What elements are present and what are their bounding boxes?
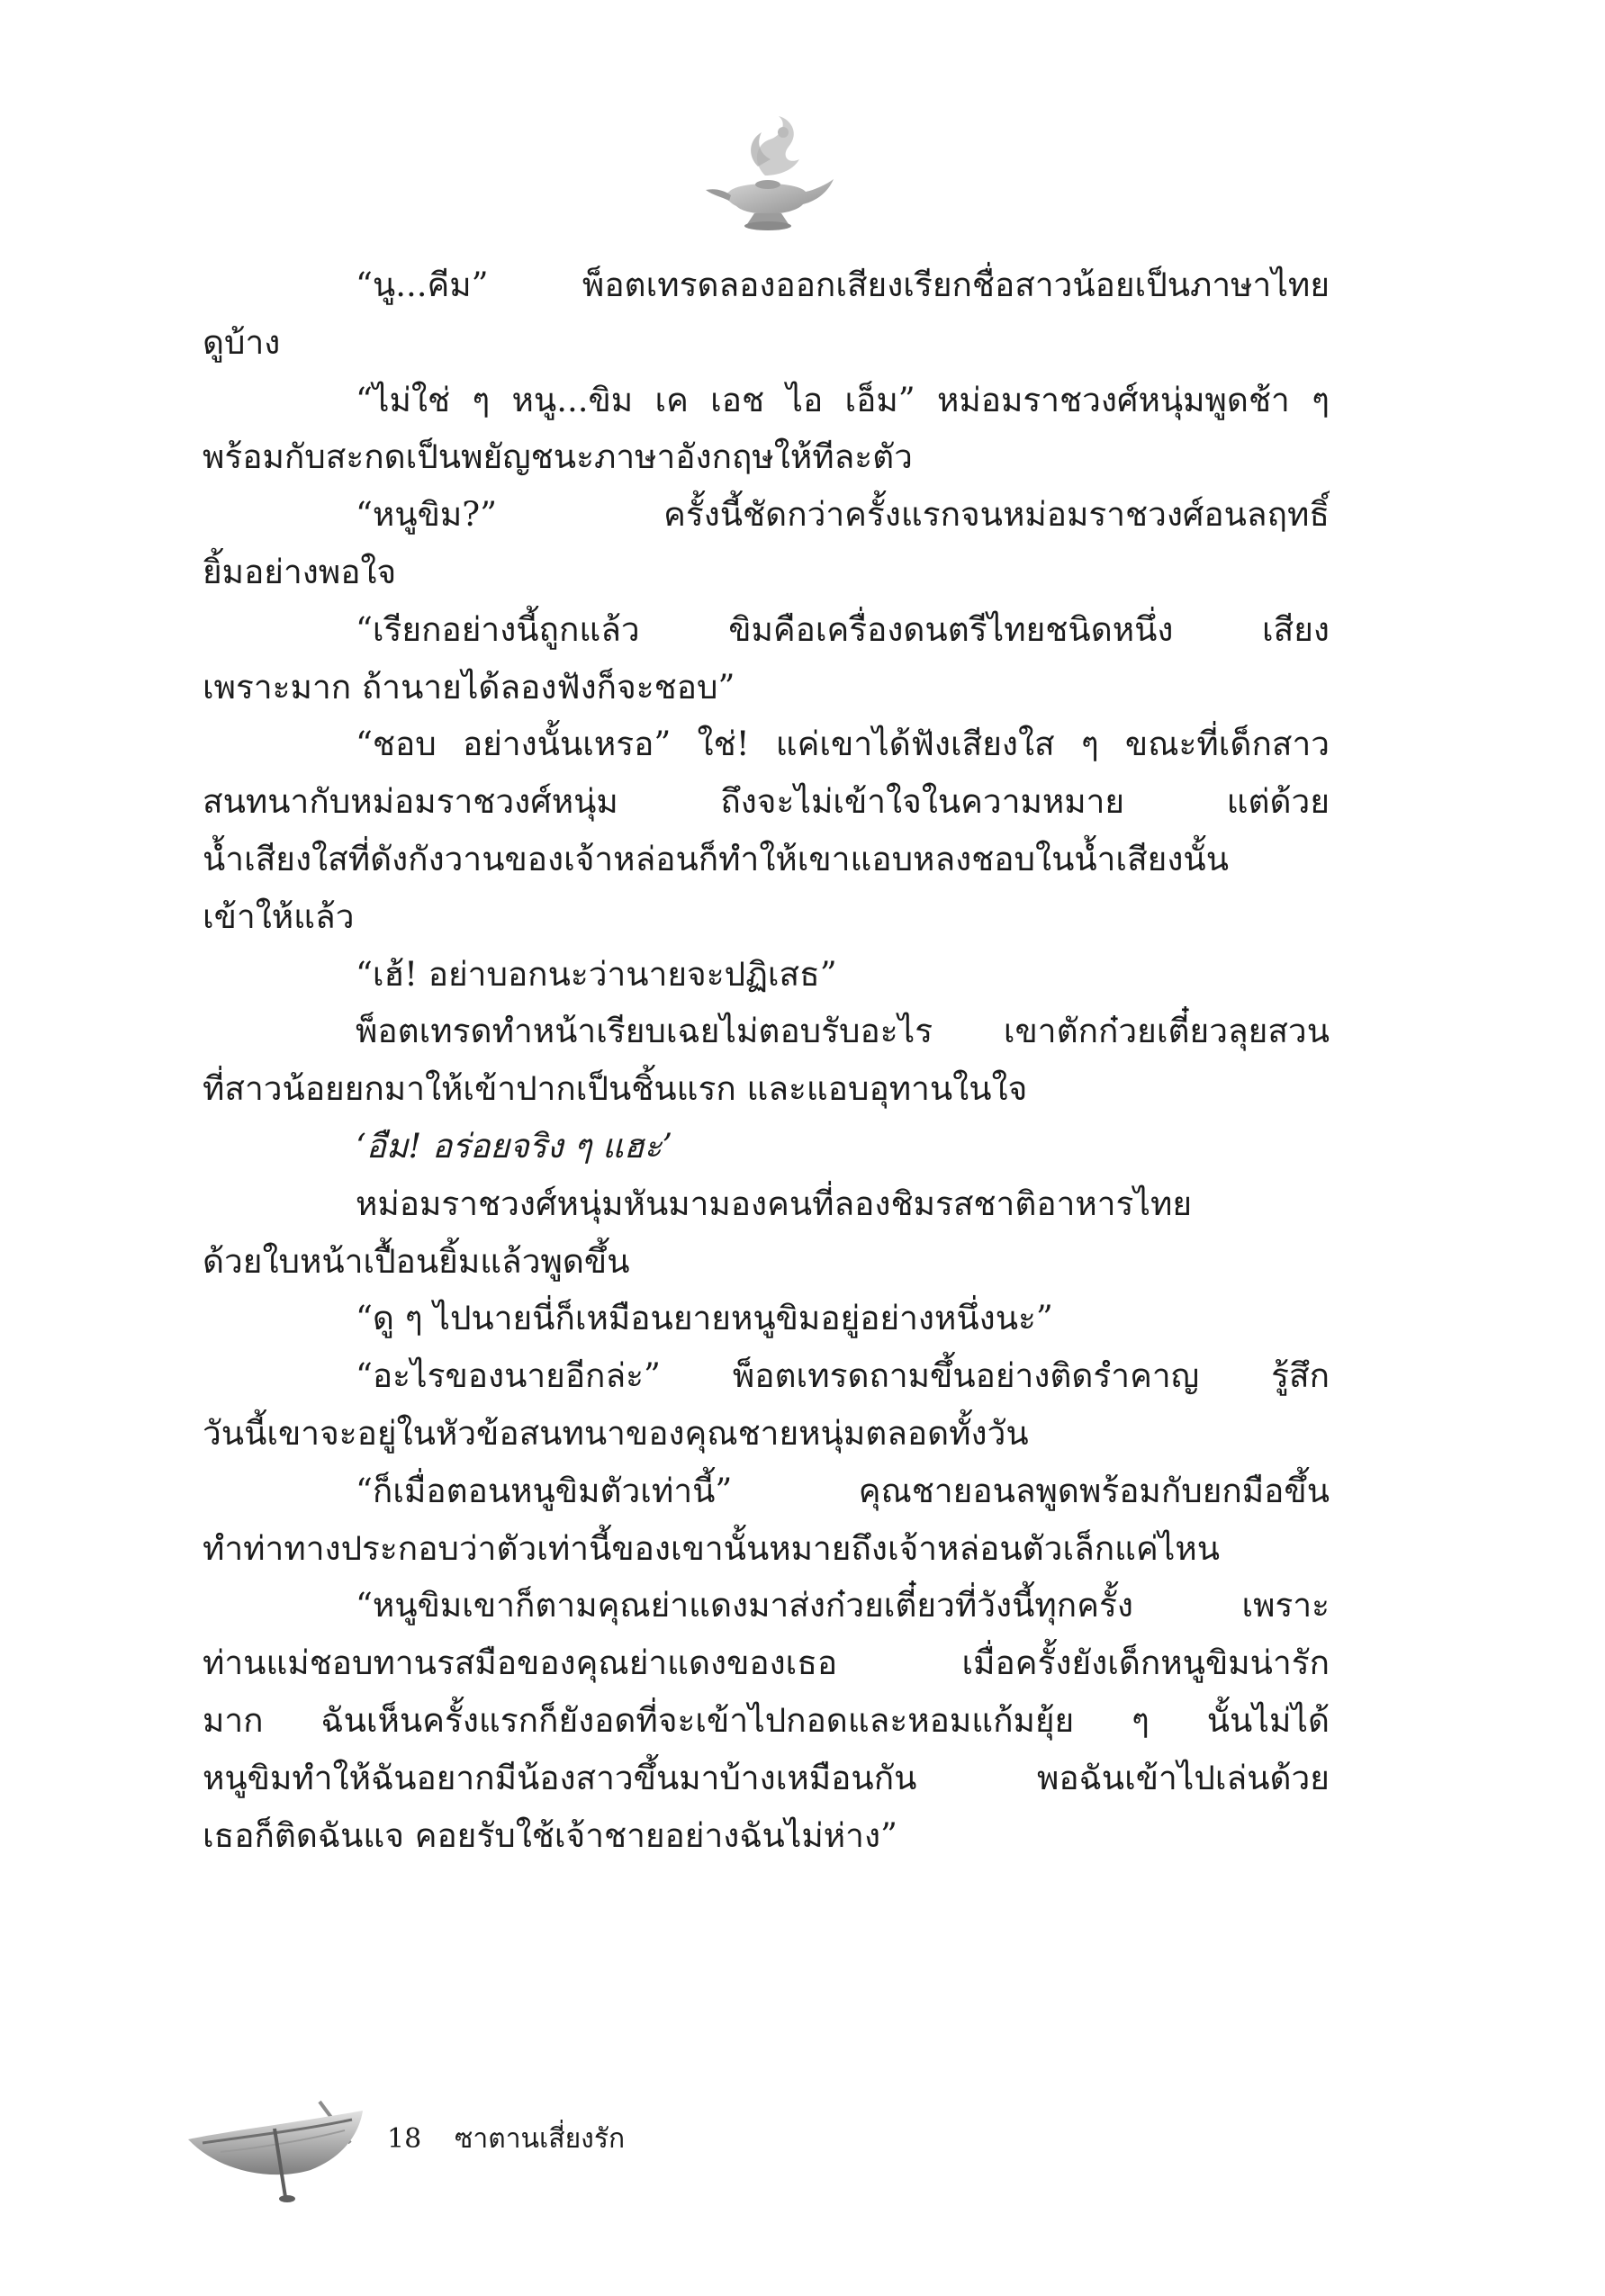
paragraph-line: น้ำเสียงใสที่ดังกังวานของเจ้าหล่อนก็ทำให้เขาแอบหลงชอบในน้ำเสียงนั้น xyxy=(203,839,1229,878)
paragraph-line: “หนูขิม?” ครั้งนี้ชัดกว่าครั้งแรกจนหม่อมราชวงศ์อนลฤทธิ์ xyxy=(356,495,1330,535)
paragraph-line: มาก ฉันเห็นครั้งแรกก็ยังอดที่จะเข้าไปกอดและหอมแก้มยุ้ย ๆ นั้นไม่ได้ xyxy=(203,1700,1330,1740)
paragraph-line: ยิ้มอย่างพอใจ xyxy=(203,552,397,591)
paragraph-line: ‘อืม! อร่อยจริง ๆ แฮะ’ xyxy=(356,1126,673,1166)
paragraph-line: พร้อมกับสะกดเป็นพยัญชนะภาษาอังกฤษให้ทีละตัว xyxy=(203,437,913,477)
paragraph-line: ด้วยใบหน้าเปื้อนยิ้มแล้วพูดขึ้น xyxy=(203,1241,630,1281)
paragraph-line: “ก็เมื่อตอนหนูขิมตัวเท่านี้” คุณชายอนลพูดพร้อมกับยกมือขึ้น xyxy=(356,1471,1330,1510)
paragraph-line: สนทนากับหม่อมราชวงศ์หนุ่ม ถึงจะไม่เข้าใจในความหมาย แต่ด้วย xyxy=(203,782,1330,822)
paragraph-line: เธอก็ติดฉันแจ คอยรับใช้เจ้าชายอย่างฉันไม่ห่าง” xyxy=(203,1815,897,1855)
paragraph-line: “เฮ้! อย่าบอกนะว่านายจะปฏิเสธ” xyxy=(356,954,837,994)
paragraph-line: หม่อมราชวงศ์หนุ่มหันมามองคนที่ลองชิมรสชาติอาหารไทย xyxy=(356,1184,1193,1223)
page-number: 18 xyxy=(387,2123,422,2155)
rowboat-icon xyxy=(185,2093,369,2205)
paragraph-line: “หนูขิมเขาก็ตามคุณย่าแดงมาส่งก๋วยเตี๋ยวที่วังนี้ทุกครั้ง เพราะ xyxy=(356,1586,1330,1625)
paragraph-line: หนูขิมทำให้ฉันอยากมีน้องสาวขึ้นมาบ้างเหมือนกัน พอฉันเข้าไปเล่นด้วย xyxy=(203,1758,1330,1797)
paragraph-line: เพราะมาก ถ้านายได้ลองฟังก็จะชอบ” xyxy=(203,667,735,707)
paragraph-line: เข้าให้แล้ว xyxy=(203,896,355,936)
paragraph-line: “นู...คีม” พ็อตเทรดลองออกเสียงเรียกชื่อสาวน้อยเป็นภาษาไทย xyxy=(356,266,1330,304)
paragraph-line: วันนี้เขาจะอยู่ในหัวข้อสนทนาของคุณชายหนุ่มตลอดทั้งวัน xyxy=(203,1413,1029,1453)
paragraph-line: “ไม่ใช่ ๆ หนู...ขิม เค เอช ไอ เอ็ม” หม่อมราชวงศ์หนุ่มพูดช้า ๆ xyxy=(356,380,1330,419)
genie-lamp-icon xyxy=(702,113,837,239)
paragraph-line: ดูบ้าง xyxy=(203,322,281,362)
paragraph-line: ท่านแม่ชอบทานรสมือของคุณย่าแดงของเธอ เมื่อครั้งยังเด็กหนูขิมน่ารัก xyxy=(203,1643,1330,1683)
paragraph-line: ทำท่าทางประกอบว่าตัวเท่านี้ของเขานั้นหมายถึงเจ้าหล่อนตัวเล็กแค่ไหน xyxy=(203,1528,1221,1568)
book-title: ซาตานเสี่ยงรัก xyxy=(455,2123,626,2155)
paragraph-line: “ดู ๆ ไปนายนี่ก็เหมือนยายหนูขิมอยู่อย่างหนึ่งนะ” xyxy=(356,1299,1053,1338)
story-text xyxy=(203,257,1330,1864)
page-footer xyxy=(185,2093,815,2210)
paragraph-line: “เรียกอย่างนี้ถูกแล้ว ขิมคือเครื่องดนตรีไทยชนิดหนึ่ง เสียง xyxy=(356,609,1330,649)
paragraph-line: “อะไรของนายอีกล่ะ” พ็อตเทรดถามขึ้นอย่างติดรำคาญ รู้สึก xyxy=(356,1356,1330,1396)
paragraph-line: พ็อตเทรดทำหน้าเรียบเฉยไม่ตอบรับอะไร เขาตักก๋วยเตี๋ยวลุยสวน xyxy=(356,1012,1330,1051)
paragraph-line: “ชอบ อย่างนั้นเหรอ” ใช่! แค่เขาได้ฟังเสียงใส ๆ ขณะที่เด็กสาว xyxy=(356,725,1330,764)
paragraph-line: ที่สาวน้อยยกมาให้เข้าปากเป็นชิ้นแรก และแอบอุทานในใจ xyxy=(203,1069,1028,1109)
